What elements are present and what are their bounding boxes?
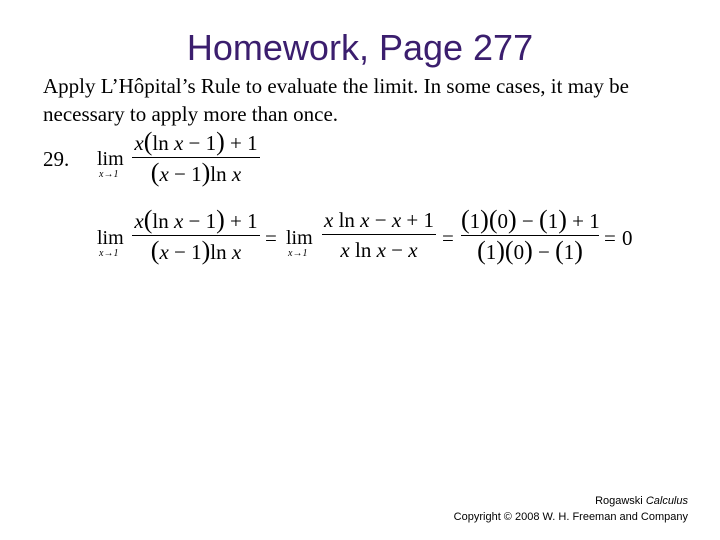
footer-author: Rogawski — [595, 495, 643, 507]
footer-book-title: Calculus — [645, 495, 688, 507]
equals-sign: = — [265, 226, 277, 250]
limit-word: lim — [97, 227, 124, 249]
problem-fraction — [132, 127, 260, 187]
problem-number: 29. — [43, 147, 70, 171]
problem-denominator: (x − 1)ln x — [150, 158, 242, 187]
denominator: (1)(0) − (1) — [477, 236, 583, 265]
footer-credit — [454, 493, 688, 525]
solution-fraction-2 — [322, 208, 436, 262]
result-value: 0 — [622, 226, 633, 250]
limit-word: lim — [97, 148, 124, 170]
equals-sign: = — [604, 226, 616, 250]
limit-word: lim — [286, 227, 313, 249]
limit-subscript: x→1 — [99, 169, 119, 180]
numerator: (1)(0) − (1) + 1 — [461, 205, 600, 234]
slide-title: Homework, Page 277 — [186, 27, 534, 68]
equals-sign: = — [442, 226, 454, 250]
numerator: x ln x − x + 1 — [323, 208, 434, 232]
limit-operator — [286, 228, 313, 259]
limit-operator — [97, 228, 124, 259]
numerator: x(ln x − 1) + 1 — [134, 205, 258, 234]
denominator: (x − 1)ln x — [150, 236, 242, 265]
limit-operator — [97, 149, 124, 180]
footer-book-line — [454, 493, 688, 509]
solution-fraction-1 — [132, 205, 260, 265]
denominator: x ln x − x — [340, 238, 418, 262]
problem-instructions: Apply L’Hôpital’s Rule to evaluate the limit. In some cases, it may be necessary to apply more than once. — [43, 74, 629, 126]
footer-copyright: Copyright © 2008 W. H. Freeman and Company — [453, 511, 688, 523]
solution-fraction-3 — [461, 205, 600, 265]
limit-subscript: x→1 — [288, 248, 308, 259]
limit-subscript: x→1 — [99, 248, 119, 259]
problem-numerator: x(ln x − 1) + 1 — [134, 127, 258, 156]
fraction-bar — [322, 234, 436, 235]
